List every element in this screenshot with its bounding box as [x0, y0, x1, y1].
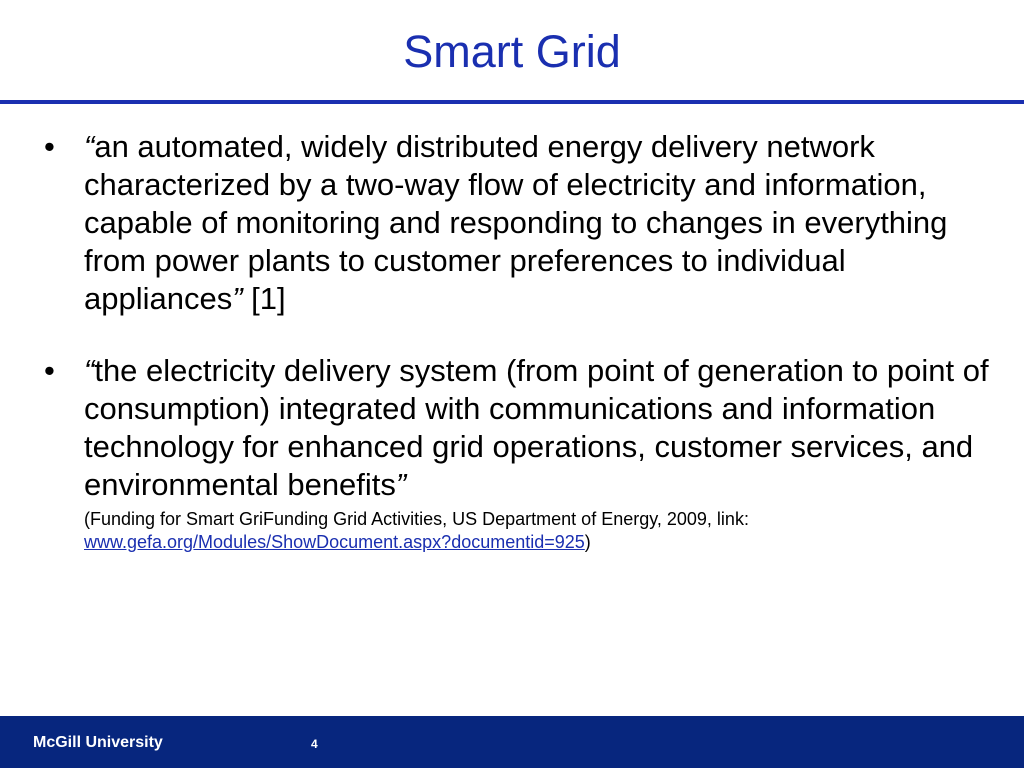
slide-title: Smart Grid — [403, 26, 621, 77]
close-quote: ” — [395, 467, 407, 502]
citation-link[interactable]: www.gefa.org/Modules/ShowDocument.aspx?documentid=925 — [84, 532, 585, 552]
open-quote: “ — [84, 353, 95, 388]
bullet-text: the electricity delivery system (from point of generation to point of consumption) integrated with communications and information technology for enhanced grid operations, customer services, and environmental benefits — [84, 353, 989, 502]
slide-content — [44, 128, 994, 554]
close-quote: ” — [232, 281, 243, 316]
footer-organization: McGill University — [33, 734, 163, 751]
reference-marker: [1] — [242, 281, 286, 316]
open-quote: “ — [84, 129, 95, 164]
bullet-icon: • — [44, 353, 55, 388]
footer-bar — [0, 716, 1024, 768]
page-number: 4 — [311, 737, 318, 751]
title-divider — [0, 100, 1024, 104]
bullet-icon: • — [44, 129, 55, 164]
citation — [84, 508, 994, 554]
bullet-text: an automated, widely distributed energy delivery network characterized by a two-way flow of electricity and information, capable of monitoring and responding to changes in everything from power plants to customer preferences to individual appliances — [84, 129, 948, 316]
bullet-item — [44, 352, 994, 554]
citation-close: ) — [584, 532, 591, 552]
citation-text: (Funding for Smart GriFunding Grid Activities, US Department of Energy, 2009, link: — [84, 509, 749, 529]
bullet-item — [44, 128, 994, 318]
